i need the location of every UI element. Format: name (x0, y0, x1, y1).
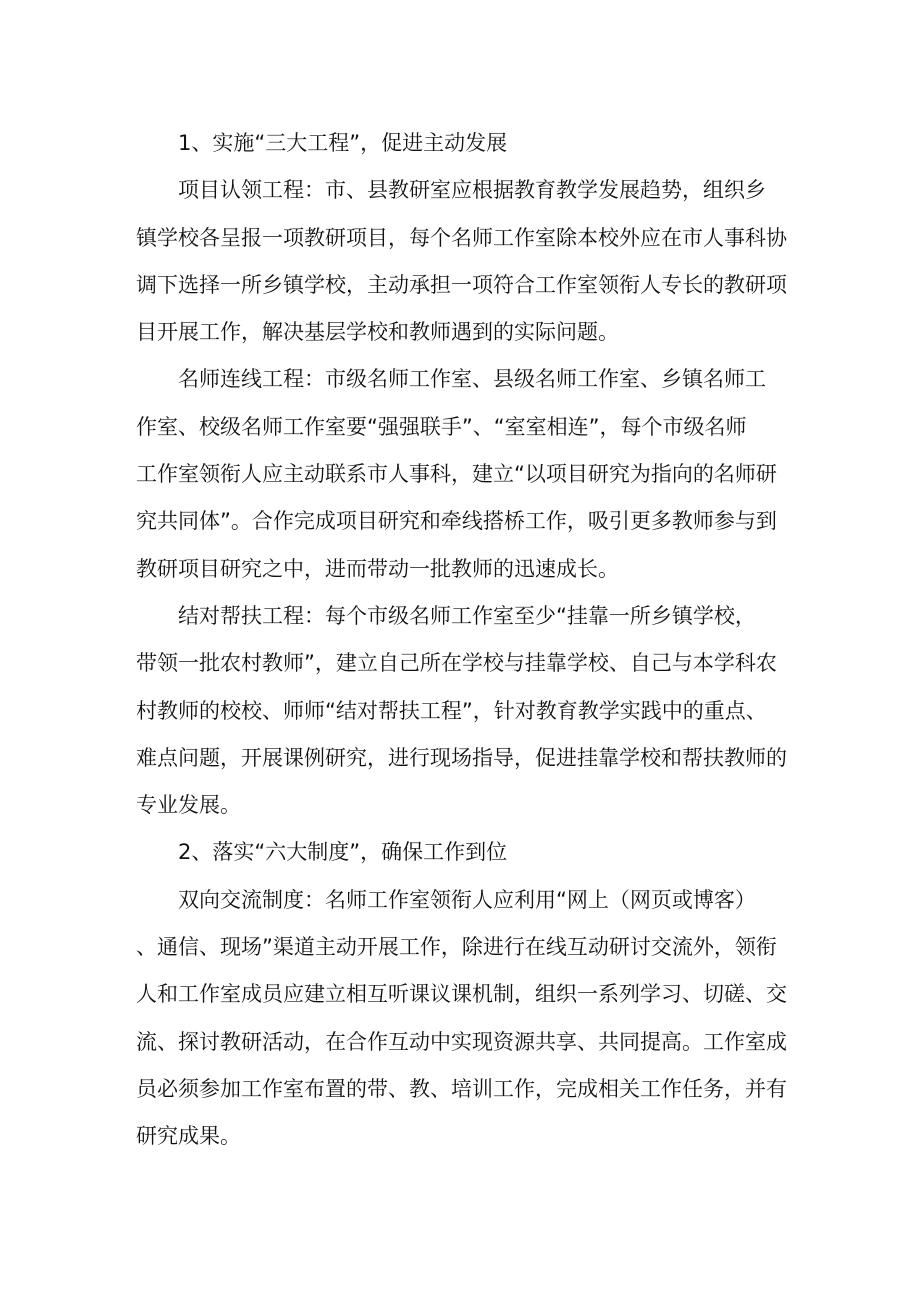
text-line: 目开展工作，解决基层学校和教师遇到的实际问题。 (136, 320, 619, 345)
text-line: 人和工作室成员应建立相互听课议课机制，组织一系列学习、切磋、交 (136, 982, 787, 1007)
paragraph-pairing-support (136, 593, 796, 829)
section-heading-2 (136, 829, 796, 876)
text-line: 教研项目研究之中，进而带动一批教师的迅速成长。 (136, 556, 619, 581)
text-line: 调下选择一所乡镇学校，主动承担一项符合工作室领衔人专长的教研项 (136, 272, 787, 297)
text-line: 流、探讨教研活动，在合作互动中实现资源共享、共同提高。工作室成 (136, 1029, 787, 1054)
text-line: 双向交流制度：名师工作室领衔人应利用“网上（网页或博客） (178, 887, 756, 912)
section-heading-1 (136, 120, 796, 167)
text-line: 名师连线工程：市级名师工作室、县级名师工作室、乡镇名师工 (178, 367, 766, 392)
text-line: 员必须参加工作室布置的带、教、培训工作，完成相关工作任务，并有 (136, 1076, 787, 1101)
document-body (136, 120, 796, 1161)
text-line: 究共同体”。合作完成项目研究和牵线搭桥工作，吸引更多教师参与到 (136, 509, 777, 534)
text-line: 项目认领工程：市、县教研室应根据教育教学发展趋势，组织乡 (178, 178, 766, 203)
text-line: 结对帮扶工程：每个市级名师工作室至少“挂靠一所乡镇学校， (178, 603, 756, 628)
text-line: 带领一批农村教师”，建立自己所在学校与挂靠学校、自己与本学科农 (136, 651, 777, 676)
text-line: 专业发展。 (136, 793, 241, 818)
paragraph-teacher-link (136, 356, 796, 592)
text-line: 作室、校级名师工作室要“强强联手”、“室室相连”，每个市级名师 (136, 414, 747, 439)
text-line: 难点问题，开展课例研究，进行现场指导，促进挂靠学校和帮扶教师的 (136, 745, 787, 770)
paragraph-project-claim (136, 167, 796, 356)
text-line: 镇学校各呈报一项教研项目，每个名师工作室除本校外应在市人事科协 (136, 225, 787, 250)
text-line: 、通信、现场”渠道主动开展工作，除进行在线互动研讨交流外，领衔 (136, 935, 777, 960)
text-line: 1、实施“三大工程”，促进主动发展 (178, 131, 508, 155)
paragraph-two-way-exchange (136, 877, 796, 1161)
text-line: 2、落实“六大制度”，确保工作到位 (178, 840, 508, 865)
text-line: 工作室领衔人应主动联系市人事科，建立“以项目研究为指向的名师研 (136, 462, 777, 487)
text-line: 研究成果。 (136, 1124, 241, 1149)
text-line: 村教师的校校、师师“结对帮扶工程”，针对教育教学实践中的重点、 (136, 698, 767, 723)
